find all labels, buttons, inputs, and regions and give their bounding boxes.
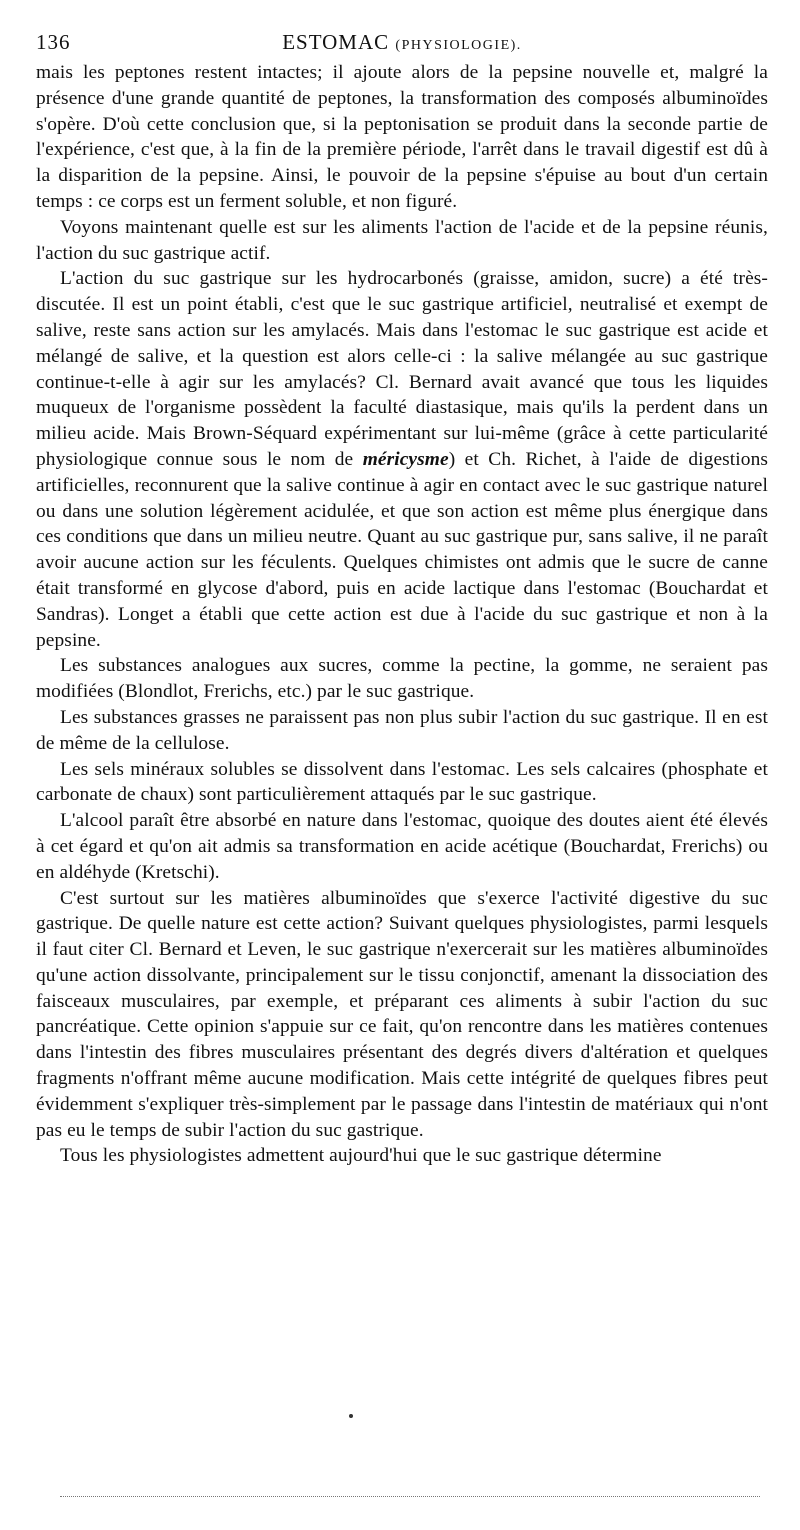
- running-title: [36, 30, 768, 55]
- paragraph-6: Les sels minéraux solubles se dissolvent dans l'estomac. Les sels calcaires (phosphate et carbonate de chaux) sont particulièrement attaqués par le suc gastrique.: [36, 758, 768, 806]
- book-page: [36, 30, 768, 1169]
- running-title-sub: (PHYSIOLOGIE).: [395, 38, 522, 53]
- paragraph-2: Voyons maintenant quelle est sur les aliments l'action de l'acide et de la pepsine réunis, l'action du suc gastrique actif.: [36, 216, 768, 264]
- paragraph-3: [36, 266, 768, 653]
- ink-dot: [349, 1414, 353, 1418]
- body-text: [36, 60, 768, 1169]
- paragraph-4: Les substances analogues aux sucres, comme la pectine, la gomme, ne seraient pas modifiées (Blondlot, Frerichs, etc.) par le suc gastrique.: [36, 655, 768, 703]
- paragraph-3-start: L'action du suc gastrique sur les hydrocarbonés (graisse, amidon, sucre) a été très-discutée. Il est un point établi, c'est que le suc gastrique artificiel, neutralisé et exempt de salive, reste sans action sur les amylacés. Mais dans l'estomac le suc gastrique est acide et mélangé de salive, et la question est alors celle-ci : la salive mélangée au suc gastrique continue-t-elle à agir sur les amylacés? Cl. Bernard avait avancé que tous les liquides muqueux de l'organisme possèdent la faculté diastasique, mais qu'ils la perdent dans un milieu acide. Mais Brown-Séquard expérimentant sur lui-même (grâce à cette particularité physiologique connue sous le nom de: [36, 268, 768, 470]
- paragraph-9: Tous les physiologistes admettent aujourd'hui que le suc gastrique détermine: [60, 1145, 662, 1167]
- paragraph-1: mais les peptones restent intactes; il ajoute alors de la pepsine nouvelle et, malgré la présence d'une grande quantité de peptones, la transformation des composés albuminoïdes s'opère. D'où cette conclusion que, si la peptonisation se produit dans la seconde partie de l'expérience, c'est que, à la fin de la première période, l'arrêt dans le travail digestif est dû à la disparition de la pepsine. Ainsi, le pouvoir de la pepsine s'épuise au bout d'un certain temps : ce corps est un ferment soluble, et non figuré.: [36, 62, 768, 212]
- paragraph-5: Les substances grasses ne paraissent pas non plus subir l'action du suc gastrique. Il en est de même de la cellulose.: [36, 706, 768, 754]
- paragraph-3-end: ) et Ch. Richet, à l'aide de digestions artificielles, reconnurent que la salive continue à agir en contact avec le suc gastrique naturel ou dans une solution légèrement acidulée, et que son action est même plus énergique dans ces conditions que dans un milieu neutre. Quant au suc gastrique pur, sans salive, il ne paraît avoir aucune action sur les féculents. Quelques chimistes ont admis que le sucre de canne était transformé en glycose d'abord, puis en acide lactique dans l'estomac (Bouchardat et Sandras). Longet a établi que cette action est due à l'acide du suc gastrique et non à la pepsine.: [36, 448, 769, 651]
- dotted-rule: [60, 1496, 760, 1497]
- page-number: 136: [36, 30, 71, 54]
- paragraph-8: C'est surtout sur les matières albuminoïdes que s'exerce l'activité digestive du suc gastrique. De quelle nature est cette action? Suivant quelques physiologistes, parmi lesquels il faut citer Cl. Bernard et Leven, le suc gastrique n'exercerait sur les matières albuminoïdes qu'une action dissolvante, principalement sur le tissu conjonctif, amenant la dissociation des faisceaux musculaires, par exemple, et préparant ces aliments à subir l'action du suc pancréatique. Cette opinion s'appuie sur ce fait, qu'on rencontre dans les matières contenues dans l'intestin des fibres musculaires présentant des degrés divers d'altération et quelques fragments n'offrant même aucune modification. Mais cette intégrité de quelques fibres peut évidemment s'expliquer très-simplement par le passage dans l'intestin de matériaux qui n'ont pas eu le temps de subir l'action du suc gastrique.: [36, 887, 768, 1141]
- running-title-main: ESTOMAC: [282, 30, 390, 54]
- paragraph-7: L'alcool paraît être absorbé en nature dans l'estomac, quoique des doutes aient été élevés à cet égard et qu'on ait admis sa transformation en acide acétique (Bouchardat, Frerichs) ou en aldéhyde (Kretschi).: [36, 810, 768, 883]
- running-head: [36, 30, 768, 60]
- term-mericysme: méricysme: [362, 448, 449, 470]
